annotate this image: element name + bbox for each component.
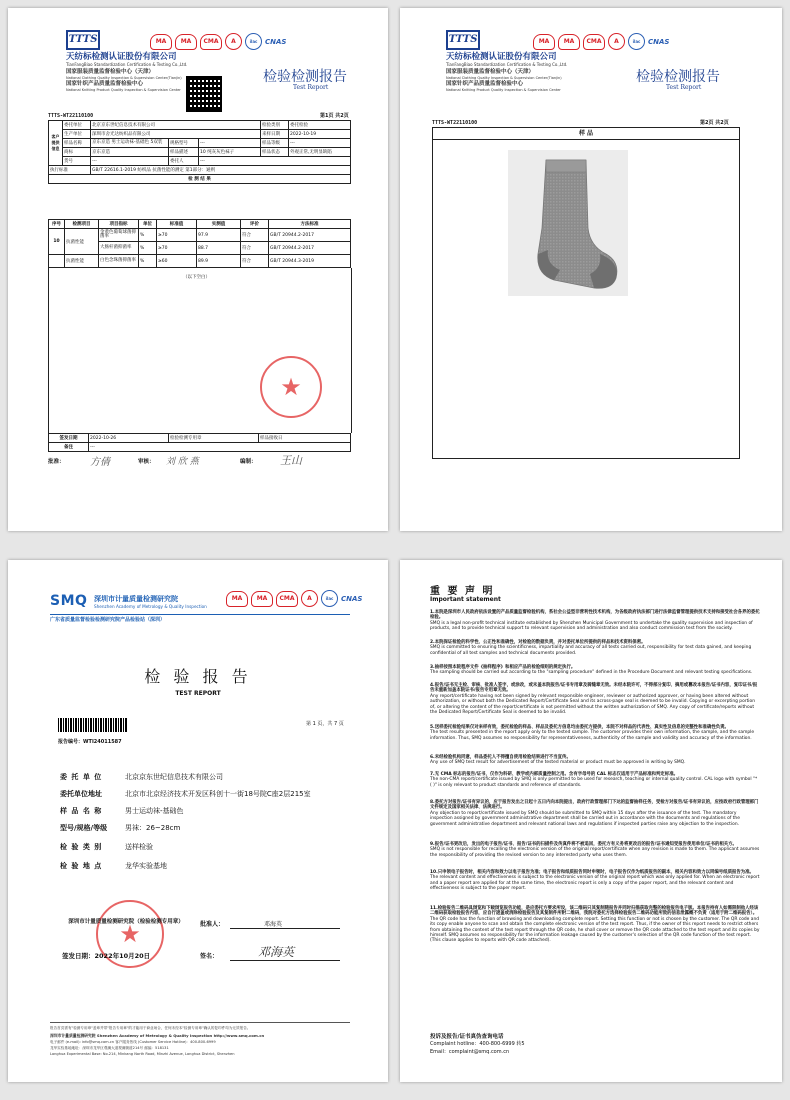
sign-underline bbox=[230, 960, 340, 961]
report-number: TTTS-WT22110100 bbox=[432, 120, 478, 126]
approver-underline bbox=[230, 928, 340, 929]
report-title: 检 验 报 告 bbox=[144, 667, 252, 686]
center-name: 国家服装质量监督检验中心（天津） bbox=[446, 69, 535, 75]
review-label: 审核： bbox=[138, 459, 155, 465]
qr-code bbox=[186, 76, 222, 112]
cma-icon: MA bbox=[150, 34, 172, 50]
customer-info-label: 客户提供信息 bbox=[49, 121, 63, 166]
editor-signature: 王山 bbox=[280, 454, 302, 467]
results-table bbox=[48, 219, 351, 268]
state-label: 样品状态 bbox=[261, 148, 289, 157]
trademark-label: 商标 bbox=[63, 148, 91, 157]
approver-name: 邓海英 bbox=[264, 921, 283, 928]
table-row: 10 抗菌性能 金黄色葡萄球菌抑菌率 % ≥70 97.9 符合 GB/T 20944.2-2017 bbox=[49, 229, 351, 242]
statement-item-8: 8.委托方对报告/证书有异议的，应于报告发出之日起十五日内向本院提出，政府行政管理部门下达的监督抽样任务，受检方对报告/证书有异议的，应按政府行政管理部门文件规定及国家相关法律、法规进行。 Any objection to report/certificate issued by SMQ should be submitted to SMQ within 15 days after the issuance of the test. The mandatory inspection assigned by government administrative department shall be carried out in accordance with the documents and regulations of the government administrative department and relevant national laws and regulations if inspected parties raise any objection to the inspection. bbox=[430, 800, 759, 827]
std-label: 执行标准 bbox=[49, 166, 91, 175]
client-value: 北京京东世纪信息技术有限公司 bbox=[91, 121, 261, 130]
issue-date-value: 2022年10月20日 bbox=[94, 952, 151, 960]
statement-item-10: 10.只申领电子报告时，相关内容和效力以电子报告为准；电子报告和纸质报告同时申领时，电子报告仅作为纸质报告的副本，相关内容和效力以同编号纸质报告为准。 The relevant content and effectiveness is subject to the electronic version of the original report which was only applied for. When an electronic report and a paper report are applied for at the same time, the electronic report is only a copy of the paper report, and the relevant content and effectiveness is subject to the paper report. bbox=[430, 870, 760, 892]
report-title: 检验检测报告 bbox=[263, 69, 347, 85]
cma-icon: MA bbox=[558, 34, 580, 50]
report-page-2 bbox=[400, 8, 782, 531]
statement-list bbox=[400, 610, 782, 1010]
report-page-3 bbox=[8, 560, 388, 1082]
table-row: 大肠杆菌抑菌率 % ≥70 88.7 符合 GB/T 20944.2-2017 bbox=[49, 242, 351, 255]
statement-item-11: 11.检验报告二维码具浏览和下载浏览报告功能，是应委托方要求所设，该二维码只其复制随报告并同时扫描获取完整的检验报告电子版。本报告持有人如需限制他人经该二维码获取检验报告内容，应自行遮盖或消除检验报告及其复制件所附二维码，我院对委托方选择检验报告二维码功能所致的信息泄露概不负责（适用于附二维码报告）。 The QR code has the function of browsing and downloading complete report. Setting this function or not is chosen by the customer. The QR code and its copy enable anyone to scan and obtain the complete electronic version of the test report. Thus, if the owner of this report needs to restrict others from obtaining the content of the test report through the QR code, he shall cover or remove the QR code attached to the test report and its copies by himself. SMQ assumes no responsibility for the information leakage caused by the customer's selection of the QR code function of the test report. (This clause applies to reports with QR code attached). bbox=[430, 906, 760, 944]
cnas-icon: CNAS bbox=[648, 37, 670, 46]
cal-icon: A bbox=[608, 33, 625, 50]
cma-icon: MA bbox=[226, 591, 248, 607]
approve-label: 批准： bbox=[48, 459, 65, 465]
page-info: 第2页 共2页 bbox=[700, 120, 729, 126]
report-title: 检验检测报告 bbox=[636, 69, 720, 85]
report-title-en: Test Report bbox=[666, 84, 702, 91]
statement-item-6: 6.未经检验机构同意，样品委托人不得擅自使用检验结果进行不当宣传。 Any use of SMQ test result for advertisement of the tested material or product must be approved in writing by SMQ. bbox=[430, 755, 686, 766]
ttts-logo: TTTS bbox=[446, 30, 480, 50]
col-no: 序号 bbox=[49, 220, 65, 229]
cma-icon: MA bbox=[175, 34, 197, 50]
cert-logos bbox=[533, 33, 669, 50]
sign-label: 签名： bbox=[200, 953, 219, 960]
org-name: 天纺标检测认证股份有限公司 bbox=[66, 52, 177, 62]
date-value: 2022-10-19 bbox=[289, 130, 351, 139]
sample-info-table bbox=[48, 120, 351, 184]
ilac-icon: ilac bbox=[628, 33, 645, 50]
reviewer-signature: 刘 欣 燕 bbox=[166, 457, 199, 467]
complaint-hotline-label: Complaint hotline： bbox=[430, 1041, 480, 1047]
center2-name-en: National Knitting Product Quality Inspection & Supervision Center bbox=[66, 88, 181, 92]
field-test-location: 检 验 地 点 龙华实验基地 bbox=[60, 862, 167, 870]
report-number-value: WTI24011587 bbox=[83, 739, 122, 745]
statement-title-en: Important statement bbox=[430, 596, 501, 603]
cnas-icon: CNAS bbox=[265, 37, 287, 46]
desc-label: 样品描述 bbox=[169, 148, 199, 157]
cert-logos bbox=[226, 590, 362, 607]
statement-item-2: 2.本院保证检验的科学性、公正性和准确性，对检验的数据负责，并对委托单位所提供的样品和技术资料保密。 SMQ is committed to ensuring the scientificness, impartiality and accuracy of all tests carried out, responsibility for test data gained, and keeping confidential of all test samples and technical documents provided. bbox=[430, 640, 752, 656]
state-value: 外观正常,无明显缺陷 bbox=[289, 148, 351, 157]
spec-label: 规格型号 bbox=[169, 139, 199, 148]
col-method: 方法标准 bbox=[269, 220, 351, 229]
field-sample-name: 样 品 名 称 男士运动袜-基础色 bbox=[60, 807, 184, 815]
ttts-logo: TTTS bbox=[66, 30, 100, 50]
sample-title: 样 品 bbox=[433, 128, 739, 140]
blank-note: （以下空白） bbox=[183, 275, 210, 280]
cma-icon: MA bbox=[251, 591, 273, 607]
field-test-type: 检 验 类 别 送样检验 bbox=[60, 843, 153, 851]
edit-label: 编制： bbox=[240, 459, 257, 465]
type-value: 委托检验 bbox=[289, 121, 351, 130]
maker-value: 深圳市舍光达纺织品有限公司 bbox=[91, 130, 261, 139]
report-barcode bbox=[58, 718, 128, 732]
sock-image bbox=[508, 150, 628, 296]
cma-icon: CMA bbox=[200, 34, 222, 50]
statement-title: 重 要 声 明 bbox=[430, 586, 495, 597]
cnas-icon: CNAS bbox=[341, 594, 363, 603]
statement-item-3: 3.抽样按照本院程序文件《抽样程序》和相应产品的检验细则的规定执行。 The sampling should be carried out according to the "sampling procedure" defined in the Procedure Document and relevant testing specifications. bbox=[430, 665, 753, 676]
field-address: 委托单位地址 北京市北京经济技术开发区科创十一街18号院C座2层215室 bbox=[60, 790, 311, 798]
desc-value: 10 纯灰灰色袜子 bbox=[199, 148, 261, 157]
page-info: 第1页 共2页 bbox=[320, 113, 349, 119]
center2-name-en: National Knitting Product Quality Inspection & Supervision Center bbox=[446, 88, 561, 92]
cert-logos bbox=[150, 33, 286, 50]
col-item: 检测项目 bbox=[65, 220, 99, 229]
maker-label: 生产单位 bbox=[63, 130, 91, 139]
issue-date bbox=[62, 951, 150, 960]
complaint-email-label: Email： bbox=[430, 1049, 449, 1055]
complaint-title: 投诉及报告/证书真伪查询电话 bbox=[430, 1034, 504, 1040]
complaint-email-value: complaint@smq.com.cn bbox=[448, 1049, 510, 1055]
statement-item-5: 5.送样委托检验结果仅对来样有效，委托检验的样品、样品及委托方信息均由委托方提供，本院不对样品的代表性、真实性及信息的完整性和准确性负责。 The test results presented in the report apply only to the tested sample. The customer provides their own information, the sample, and the sample information. Thus, SMQ assumes no responsibility for representativeness, authenticity of the sample and validity and accuracy of the information. bbox=[430, 725, 755, 741]
footnote-5: Longhua Experimental Base: No.214, Minkang North Road, Minzhi Avenue, Longhua District, Shenzhen bbox=[50, 1052, 235, 1056]
smq-center-name: 广东省质量监督检验检测研究院产品检验站（深圳） bbox=[50, 617, 166, 623]
smq-logo: SMQ bbox=[50, 593, 88, 609]
trademark-value: 京东京造 bbox=[91, 148, 169, 157]
statement-item-7: 7.无 CMA 标志的报告/证书，仅作为科研、教学或内部质量控制之用。含有字母号的 CAL 标志仅适用于产品标准和判定标准。 The non-CMA report/certificate issued by SMQ is only permitted to be used for research, teaching or internal quality control. CAL logo with symbol "*( )" is only relevant to product standards and reference of standards. bbox=[430, 772, 758, 788]
inspection-seal bbox=[260, 356, 322, 418]
date-label: 来样日期 bbox=[261, 130, 289, 139]
sample-photo bbox=[508, 150, 628, 296]
grade-label: 样品等级 bbox=[261, 139, 289, 148]
footer-divider bbox=[50, 1022, 350, 1023]
page-info: 第 1 页，共 7 页 bbox=[306, 721, 344, 727]
col-eval: 评价 bbox=[241, 220, 269, 229]
org-name-en: TianFangBiao Standardization Certification & Testing Co.,Ltd. bbox=[66, 62, 188, 67]
org-name-en: TianFangBiao Standardization Certification & Testing Co.,Ltd. bbox=[446, 62, 568, 67]
field-client: 委 托 单 位 北京京东世纪信息技术有限公司 bbox=[60, 773, 223, 781]
footnote-3: 电子邮件 (e-mail): info@smq.com.cn 客户服务热线 (Customer Service Hotline)：400-800-6999 bbox=[50, 1040, 216, 1044]
ilac-icon: ilac bbox=[321, 590, 338, 607]
report-title-en: Test Report bbox=[293, 84, 329, 91]
statement-item-9: 9.报告/证书更改后，发出的电子报告/证书、报告/证书的扫描件及传真件将不被追回，委托方有义务将更改后的报告/证书通知受报告使用单位/证书的相关方。 SMQ is not responsible for recalling the electronic version of the original report/certificate when any revision is made to them. The applicant assumes the responsibility of providing the revised version to any interested party who uses them. bbox=[430, 842, 760, 858]
center2-name: 国家针织产品质量监督检验中心 bbox=[66, 81, 144, 87]
col-val: 实测值 bbox=[197, 220, 241, 229]
statement-item-1: 1.本院是深圳市人民政府依法设置的产品质量监督检验机构，系社会公益型非营利性技术机构，为各级政府执法部门进行法律监督管理提供技术支持和接受社会各界的委托检验。 SMQ is a legal non-profit technical institute established by Shenzhen Municipal Government to undertake the quality supervision and inspection of products, and to provide technical support to relevant supervision and administration and also conduct commission test from the society. bbox=[430, 610, 760, 632]
center2-name: 国家针织产品质量监督检验中心 bbox=[446, 81, 524, 87]
center-name-en: National Clothing Quality Inspection & Supervision Center(Tianjin) bbox=[446, 76, 562, 80]
report-page-4 bbox=[400, 560, 782, 1082]
name-value: 京东京造 男士运动袜-基础色 5双装 bbox=[91, 139, 169, 148]
cal-icon: A bbox=[225, 33, 242, 50]
approver-signature: 邓海英 bbox=[258, 945, 295, 959]
cma-icon: CMA bbox=[276, 591, 298, 607]
sender-label: 委托人 bbox=[169, 157, 199, 166]
cma-icon: CMA bbox=[583, 34, 605, 50]
field-model: 型号/规格/等级 男袜：26~28cm bbox=[60, 824, 181, 832]
issue-date-label: 签发日期： bbox=[62, 952, 95, 960]
report-title-en: TEST REPORT bbox=[175, 690, 221, 697]
cma-icon: MA bbox=[533, 34, 555, 50]
star-icon: ★ bbox=[119, 920, 141, 948]
sender-value: --- bbox=[199, 157, 351, 166]
lot-value: --- bbox=[91, 157, 169, 166]
lot-label: 货号 bbox=[63, 157, 91, 166]
approver-signature: 方倩 bbox=[90, 457, 110, 468]
approver-label: 批准人： bbox=[200, 921, 225, 928]
name-label: 样品名称 bbox=[63, 139, 91, 148]
report-number-label: 报告编号： bbox=[58, 739, 84, 745]
stamp-label: 深圳市计量质量检测研究院（检验检测专用章） bbox=[68, 919, 184, 925]
report-number bbox=[58, 738, 122, 745]
center-name: 国家服装质量监督检验中心（天津） bbox=[66, 69, 155, 75]
table-row: 抗菌性能 白色念珠菌抑菌率 % ≥60 89.9 符合 GB/T 20944.3-2019 bbox=[49, 255, 351, 268]
col-sub: 项目指标 bbox=[99, 220, 139, 229]
header-divider bbox=[50, 614, 350, 615]
spec-value: --- bbox=[199, 139, 261, 148]
center-name-en: National Clothing Quality Inspection & Supervision Center(Tianjin) bbox=[66, 76, 182, 80]
ilac-icon: ilac bbox=[245, 33, 262, 50]
star-icon: ★ bbox=[280, 373, 302, 401]
org-name: 天纺标检测认证股份有限公司 bbox=[446, 52, 557, 62]
grade-value: --- bbox=[289, 139, 351, 148]
report-page-1 bbox=[8, 8, 388, 531]
col-std: 标准值 bbox=[157, 220, 197, 229]
results-section-title: 检 测 结 果 bbox=[49, 175, 351, 184]
client-label: 委托单位 bbox=[63, 121, 91, 130]
statement-item-4: 4.报告/证书无主检、审核、批准人签字，或涂改，或未盖本院报告/证书专用章及骑缝章无效。未经本院许可，不得部分复印、摘用或篡改本报告/证书内容，复印证书/报告未重新加盖本院证书/报告专用章无效。 Any report/certificate having not been signed by relevant responsible engineer, reviewer or authorized approver, or having been altered without authorization, or without both the Dedicated Report/Certificate Seal and its across-page seal is deemed to be invalid. Copying or excerpting portion of, or altering the content of the report/certificate is not permitted without the written authorization of SMQ. Any copy of certificate/reports without the Dedicated Report/Certificate Seal is deemed to be invalid. bbox=[430, 683, 758, 716]
std-value: GB/T 22616.1-2019 纺织品 抗菌性能的测定 第1部分：通则 bbox=[91, 166, 351, 175]
col-unit: 单位 bbox=[139, 220, 157, 229]
footer-table: 签发日期 2022-10-26 检验检测专用章 样品接收日 备注 --- bbox=[48, 433, 351, 452]
type-label: 检验类别 bbox=[261, 121, 289, 130]
footnote-2: 深圳市计量质量检测研究院 Shenzhen Academy of Metrology & Quality Inspection http://www.smq.com.cn bbox=[50, 1033, 265, 1038]
complaint-email bbox=[430, 1048, 509, 1055]
smq-org-name-en: Shenzhen Academy of Metrology & Quality Inspection bbox=[94, 604, 207, 609]
footnote-4: 龙华实验基地地址：深圳市龙华区观澜大道观澜街道214号 邮编：518131 bbox=[50, 1046, 169, 1050]
complaint-hotline bbox=[430, 1040, 525, 1047]
report-number: TTTS-WT22110100 bbox=[48, 113, 94, 119]
complaint-hotline-value: 400-800-6999 转5 bbox=[479, 1041, 525, 1047]
cal-icon: A bbox=[301, 590, 318, 607]
footnote-1: 报告首页需有"检测专用章"盖章并带"报告专用章"的才能用于商业场合，任何未经本"检测专用章"确认的复印件均为无效报告。 bbox=[50, 1026, 251, 1030]
smq-org-name: 深圳市计量质量检测研究院 bbox=[94, 594, 178, 603]
